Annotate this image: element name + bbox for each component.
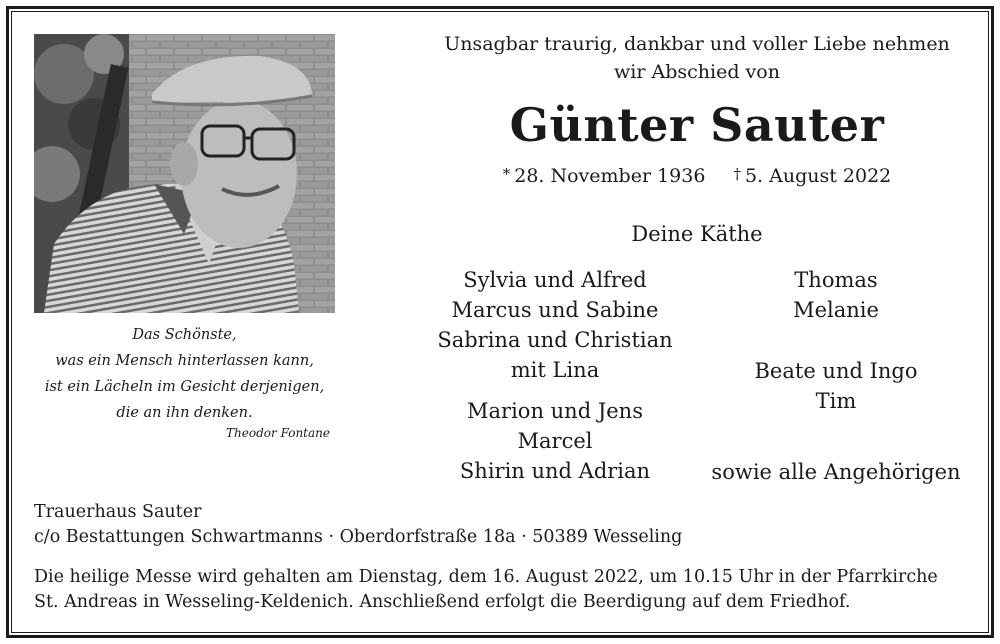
family-group [700, 356, 972, 416]
family-group [700, 265, 972, 325]
spouse-name: Deine Käthe [631, 222, 763, 246]
intro-line: wir Abschied von [614, 61, 780, 83]
family-member: Marion und Jens [467, 399, 643, 423]
family-member: Beate und Ingo [754, 359, 918, 383]
family-member: Shirin und Adrian [459, 459, 651, 483]
deceased-name: Günter Sauter [509, 98, 885, 152]
address-line: Trauerhaus Sauter [34, 502, 202, 522]
service-line: Die heilige Messe wird gehalten am Dienstag, dem 16. August 2022, um 10.15 Uhr in der Pfarrkirche [34, 567, 938, 587]
portrait-photo [34, 34, 335, 313]
family-member: Tim [815, 389, 857, 413]
service-notice [34, 565, 974, 615]
family-member: Marcel [517, 429, 593, 453]
family-member: mit Lina [510, 358, 600, 382]
family-member: Sylvia und Alfred [463, 268, 647, 292]
birth-date: 28. November 1936 [514, 165, 706, 187]
intro-line: Unsagbar traurig, dankbar und voller Liebe nehmen [444, 33, 950, 55]
intro-text [400, 30, 994, 86]
death-date: 5. August 2022 [744, 165, 892, 187]
family-member: Melanie [793, 298, 879, 322]
quote-line: Das Schönste, [132, 327, 237, 343]
address-line: c/o Bestattungen Schwartmanns · Oberdorfstraße 18a · 50389 Wesseling [34, 527, 683, 547]
birth-star-icon: * [502, 165, 511, 183]
quote-line: was ein Mensch hinterlassen kann, [55, 353, 314, 369]
family-member: Thomas [794, 268, 878, 292]
quote-line: ist ein Lächeln im Gesicht derjenigen, [44, 379, 325, 395]
family-group [405, 396, 705, 486]
family-closing: sowie alle Angehörigen [711, 460, 961, 484]
mourning-address [34, 500, 974, 550]
life-dates [400, 165, 994, 187]
quote-line: die an ihn denken. [116, 405, 253, 421]
service-line: St. Andreas in Wesseling-Keldenich. Anschließend erfolgt die Beerdigung auf dem Friedhof. [34, 592, 851, 612]
family-group [405, 265, 705, 385]
quote-author: Theodor Fontane [226, 426, 330, 440]
death-cross-icon: † [733, 165, 741, 183]
memorial-quote [34, 322, 335, 426]
family-member: Marcus und Sabine [451, 298, 659, 322]
family-member: Sabrina und Christian [437, 328, 673, 352]
